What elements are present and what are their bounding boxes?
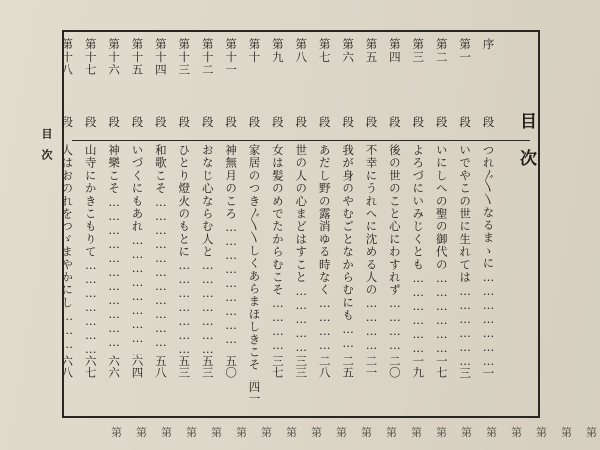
next-page-char: 第: [336, 426, 347, 439]
toc-entry-number: 第一: [458, 38, 473, 64]
dot-leader: [459, 284, 471, 367]
next-page-char: 第: [186, 426, 197, 439]
dot-leader: [482, 270, 494, 367]
toc-entry-number: 第十二: [200, 38, 215, 77]
toc-entry-title: 段 いにしへの聖の御代の: [434, 116, 449, 271]
toc-entry: [201, 116, 213, 378]
toc-entry-page: 一七: [434, 355, 449, 378]
next-page-char: 第: [586, 426, 597, 439]
dot-leader: [412, 271, 424, 355]
toc-title: 目次: [516, 112, 536, 186]
toc-entry-number: 序: [481, 38, 496, 51]
toc-entry-page: 五三: [200, 355, 215, 378]
next-page-char: 第: [436, 426, 447, 439]
next-page-char: 第: [211, 426, 222, 439]
dot-leader: [131, 233, 143, 355]
toc-entry-title: 段 後の世のこと心にわすれず: [387, 116, 402, 297]
toc-entry-page: 六六: [107, 355, 122, 378]
next-page-char: 第: [386, 426, 397, 439]
dot-leader: [84, 258, 96, 355]
toc-entry-number: 第九: [270, 38, 285, 64]
toc-entry: [388, 116, 400, 378]
page-side-label: 目次: [40, 128, 53, 170]
toc-entry-number: 第四: [387, 38, 402, 64]
toc-entry-number: 第十一: [224, 38, 239, 77]
dot-leader: [342, 322, 354, 355]
toc-entry-title: 段 和歌こそ: [153, 116, 168, 195]
next-page-char: 第: [286, 426, 297, 439]
toc-entry-title: 段 不幸にうれへに沈める人の: [364, 116, 379, 297]
toc-entry-page: 三: [458, 366, 473, 378]
dot-leader: [248, 371, 260, 381]
toc-entry-page: 二一: [364, 355, 379, 378]
toc-entry: [459, 116, 471, 378]
next-page-char: 第: [311, 426, 322, 439]
toc-entry-number: 第十四: [153, 38, 168, 77]
toc-entry-page: 六八: [60, 355, 75, 378]
toc-entry-title: 段 我が身のやむごとなからむにも: [341, 116, 356, 322]
toc-entry-title: 段 神無月のころ: [224, 116, 239, 221]
next-page-char: 第: [486, 426, 497, 439]
toc-entry-page: 五〇: [224, 355, 239, 378]
dot-leader: [108, 195, 120, 355]
toc-entry-number: 第十六: [107, 38, 122, 77]
toc-entry-title: 段 いづくにもあれ: [130, 116, 145, 233]
toc-entry-page: 六七: [83, 355, 98, 378]
toc-entry-page: 一: [481, 366, 496, 378]
dot-leader: [271, 296, 283, 355]
dot-leader: [435, 271, 447, 355]
next-page-char: 第: [261, 426, 272, 439]
next-page-char: 第: [236, 426, 247, 439]
dot-leader: [365, 296, 377, 355]
toc-entry-title: 段 神樂こそ: [107, 116, 122, 195]
toc-entry-number: 第三: [411, 38, 426, 64]
dot-leader: [388, 296, 400, 355]
toc-entry-number: 第十: [247, 38, 262, 64]
toc-entry-number: 第六: [341, 38, 356, 64]
next-page-char: 第: [461, 426, 472, 439]
next-page-char: 第: [536, 426, 547, 439]
toc-entry: [295, 116, 307, 378]
toc-entry-title: 段 ひとり燈火のもとに: [177, 116, 192, 259]
toc-entry-page: 一九: [411, 355, 426, 378]
toc-entry-page: 二五: [341, 355, 356, 378]
toc-entry: [84, 116, 96, 378]
toc-entry-number: 第五: [364, 38, 379, 64]
toc-entry: [435, 116, 447, 378]
toc-entry: [271, 116, 283, 378]
toc-entry: [61, 116, 73, 378]
dot-leader: [154, 195, 166, 355]
toc-entry-number: 第十五: [130, 38, 145, 77]
toc-entry: [365, 116, 377, 378]
toc-entry-title: 段 いでやこの世に生れては: [458, 116, 473, 284]
toc-entry-title: 段 つれ〲〵なるまゝに: [481, 116, 496, 270]
toc-entry-page: 二〇: [387, 355, 402, 378]
toc-entry-number: 第十八: [60, 38, 75, 77]
toc-entry: [412, 116, 424, 378]
next-page-char: 第: [411, 426, 422, 439]
next-page-char: 第: [136, 426, 147, 439]
toc-entry-number: 第七: [317, 38, 332, 64]
toc-entry-title: 段 よろづにいみじくとも: [411, 116, 426, 271]
toc-entry-page: 五三: [177, 355, 192, 378]
dot-leader: [295, 284, 307, 355]
toc-entry-page: 六四: [130, 355, 145, 378]
next-page-char: 第: [511, 426, 522, 439]
toc-entry-title: 段 あだし野の露消ゆる時なく: [317, 116, 332, 297]
toc-entry-title: 段 おなじ心ならむ人と: [200, 116, 215, 259]
toc-entry: [247, 116, 262, 405]
next-page-char: 第: [561, 426, 572, 439]
toc-entry: [342, 116, 354, 378]
toc-entry-title: 段 世の人の心まどはすこと: [294, 116, 309, 284]
toc-entry-title: 段 女は髪のめでたからむこそ: [270, 116, 285, 297]
toc-entry-page: 二八: [317, 355, 332, 378]
toc-entry-page: 四一: [247, 381, 262, 405]
toc-entry-number: 第十三: [177, 38, 192, 77]
dot-leader: [178, 258, 190, 355]
toc-entry: [482, 116, 494, 378]
dot-leader: [201, 258, 213, 355]
toc-entry-page: 五八: [153, 355, 168, 378]
dot-leader: [318, 296, 330, 355]
toc-entry: [318, 116, 330, 378]
toc-entry: [131, 116, 143, 378]
toc-entry: [178, 116, 190, 378]
toc-entry: [154, 116, 166, 378]
toc-entry: [225, 116, 237, 378]
toc-entry-page: 三七: [270, 355, 285, 378]
next-page-char: 第: [111, 426, 122, 439]
next-page-char: 第: [361, 426, 372, 439]
next-page-char: 第: [161, 426, 172, 439]
toc-entry: [108, 116, 120, 378]
toc-entry-page: 三三: [294, 355, 309, 378]
toc-entry-number: 第二: [434, 38, 449, 64]
toc-entry-title: 段 家居のつき〲〵しくあらまほしきこそ: [247, 116, 262, 372]
toc-entry-title: 段 山寺にかきこもりて: [83, 116, 98, 259]
dot-leader: [225, 220, 237, 355]
toc-entry-title: 段 人はおのれをつゞまやかにし: [60, 116, 75, 309]
toc-entry-number: 第八: [294, 38, 309, 64]
toc-entry-number: 第十七: [83, 38, 98, 77]
dot-leader: [61, 309, 73, 355]
